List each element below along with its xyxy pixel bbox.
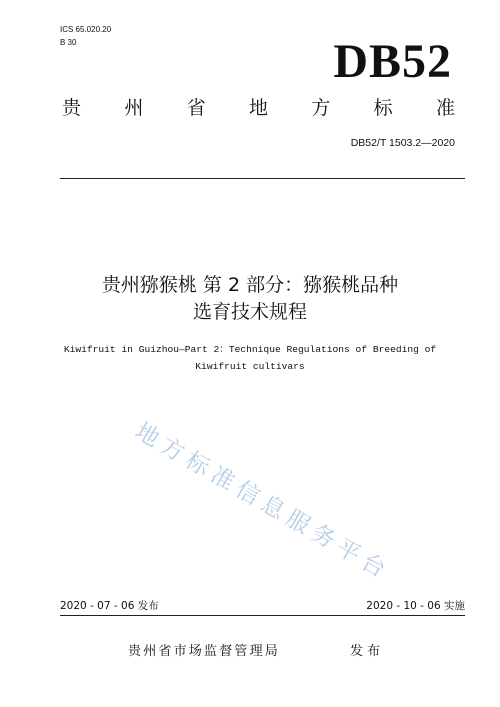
issue-date: 2020 - 07 - 06 发布 bbox=[60, 600, 159, 612]
standard-type-char: 州 bbox=[124, 97, 144, 119]
standard-type-char: 方 bbox=[311, 97, 331, 119]
title-zh-line-2: 选育技术规程 bbox=[192, 301, 308, 323]
issuing-authority: 贵州省市场监督管理局 bbox=[128, 644, 281, 659]
ics-code: ICS 65.020.20 bbox=[60, 25, 112, 34]
standard-type-char: 准 bbox=[435, 97, 455, 119]
footer-divider bbox=[60, 615, 465, 616]
standard-code-logo: DB52 bbox=[333, 35, 452, 88]
header-divider bbox=[60, 178, 465, 179]
standard-type-char: 贵 bbox=[62, 97, 82, 119]
standard-type-char: 标 bbox=[373, 97, 393, 119]
standard-type-char: 地 bbox=[248, 97, 268, 119]
issue-label: 发 布 bbox=[350, 644, 381, 659]
title-en-line-2: Kiwifruit cultivars bbox=[195, 361, 305, 372]
standard-type-char: 省 bbox=[186, 97, 206, 119]
implementation-date: 2020 - 10 - 06 实施 bbox=[366, 600, 465, 612]
title-zh-line-1: 贵州猕猴桃 第 2 部分：猕猴桃品种 bbox=[101, 274, 399, 296]
ccs-code: B 30 bbox=[60, 38, 77, 47]
standard-number: DB52/T 1503.2—2020 bbox=[350, 137, 455, 149]
standard-type-heading bbox=[62, 96, 455, 120]
watermark-text: 地方标准信息服务平台 bbox=[130, 418, 395, 586]
title-en-line-1: Kiwifruit in Guizhou—Part 2：Technique Regulations of Breeding of bbox=[63, 344, 437, 355]
